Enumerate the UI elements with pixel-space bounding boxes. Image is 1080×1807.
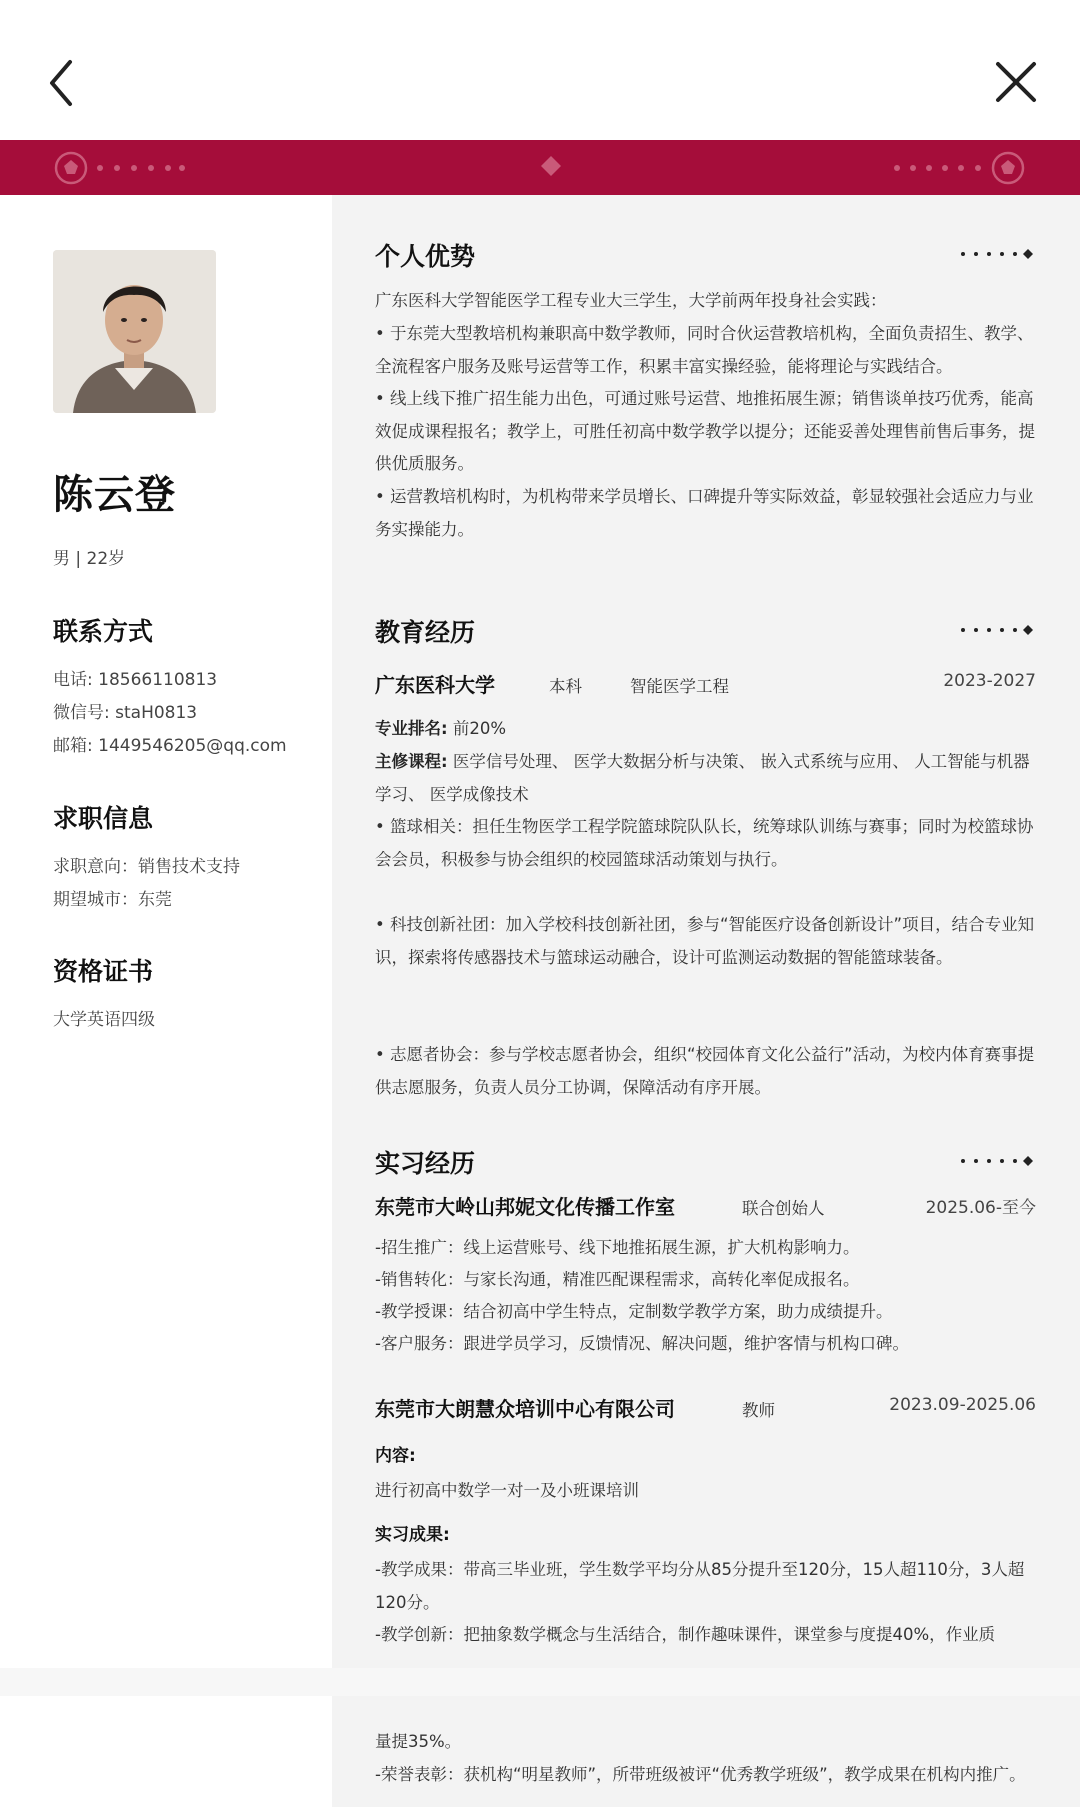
job1-period: 2025.06-至今 <box>925 1198 1036 1218</box>
education-heading: 教育经历 <box>375 618 476 647</box>
job2-result: -荣誉表彰：获机构“明星教师”，所带班级被评“优秀教学班级”，教学成果在机构内推广。 <box>375 1765 1026 1784</box>
sidebar <box>0 195 332 1668</box>
job1-company: 东莞市大岭山邦妮文化传播工作室 <box>375 1195 675 1219</box>
courses-label: 主修课程: <box>375 752 448 771</box>
cert-item: 大学英语四级 <box>53 1010 155 1030</box>
job2-results-label: 实习成果: <box>375 1525 450 1545</box>
tech-club-item: • 科技创新社团：加入学校科技创新社团，参与“智能医疗设备创新设计”项目，结合专业知识，探索将传感器技术与篮球运动融合，设计可监测运动数据的智能篮球装备。 <box>375 915 1035 967</box>
job2-role: 教师 <box>742 1401 775 1420</box>
rank-label: 专业排名: <box>375 719 448 738</box>
resume-page-1 <box>0 195 1080 1668</box>
job1-duty: -客户服务：跟进学员学习，反馈情况、解决问题，维护客情与机构口碑。 <box>375 1334 909 1353</box>
section-dots-decoration <box>958 1154 1038 1168</box>
job2-result: -教学成果：带高三毕业班，学生数学平均分从85分提升至120分，15人超110分，3人超120分。 <box>375 1560 1025 1612</box>
internship-heading: 实习经历 <box>375 1149 476 1178</box>
contact-email: 邮箱: 1449546205@qq.com <box>53 736 287 756</box>
gender-age: 男 | 22岁 <box>53 549 126 569</box>
advantages-item: • 运营教培机构时，为机构带来学员增长、口碑提升等实际效益，彰显较强社会适应力与业务实操能力。 <box>375 487 1034 539</box>
section-dots-decoration <box>958 623 1038 637</box>
contact-phone: 电话: 18566110813 <box>53 670 218 690</box>
education-row <box>375 669 1040 699</box>
page-gap <box>0 1668 1080 1696</box>
job1-row <box>375 1191 1040 1221</box>
job2-row <box>375 1393 1040 1423</box>
job2-result: -教学创新：把抽象数学概念与生活结合，制作趣味课件，课堂参与度提40%，作业质 <box>375 1625 996 1644</box>
close-button[interactable] <box>980 48 1050 118</box>
education-period: 2023-2027 <box>943 671 1036 691</box>
advantages-item: • 于东莞大型教培机构兼职高中数学教师，同时合伙运营教培机构，全面负责招生、教学、全流程客户服务及账号运营等工作，积累丰富实操经验，能将理论与实践结合。 <box>375 324 1034 376</box>
back-button[interactable] <box>30 48 100 118</box>
rank-value: 前20% <box>452 719 507 738</box>
chevron-left-icon <box>30 48 100 118</box>
school-name: 广东医科大学 <box>375 673 495 697</box>
job-city: 期望城市：东莞 <box>53 890 172 910</box>
job2-content: 进行初高中数学一对一及小班课培训 <box>375 1481 639 1500</box>
courses-value: 医学信号处理、 医学大数据分析与决策、 嵌入式系统与应用、 人工智能与机器学习、 医学成像技术 <box>375 752 1030 804</box>
volunteer-item: • 志愿者协会：参与学校志愿者协会，组织“校园体育文化公益行”活动，为校内体育赛事提供志愿服务，负责人员分工协调，保障活动有序开展。 <box>375 1045 1035 1097</box>
job-intent: 求职意向：销售技术支持 <box>53 857 240 877</box>
close-icon <box>980 48 1050 118</box>
job1-duty: -销售转化：与家长沟通，精准匹配课程需求，高转化率促成报名。 <box>375 1270 860 1289</box>
top-nav-bar <box>0 0 1080 140</box>
job2-company: 东莞市大朗慧众培训中心有限公司 <box>375 1397 675 1421</box>
major: 智能医学工程 <box>630 677 729 696</box>
advantages-intro: 广东医科大学智能医学工程专业大三学生，大学前两年投身社会实践： <box>375 291 887 310</box>
job2-period: 2023.09-2025.06 <box>889 1395 1036 1415</box>
contact-heading: 联系方式 <box>53 617 154 646</box>
header-band <box>0 140 1080 195</box>
band-decoration <box>0 140 1080 195</box>
job1-role: 联合创始人 <box>742 1199 825 1218</box>
advantages-item: • 线上线下推广招生能力出色，可通过账号运营、地推拓展生源；销售谈单技巧优秀，能高效促成课程报名；教学上，可胜任初高中数学教学以提分；还能妥善处理售前售后事务，提供优质服务。 <box>375 389 1035 474</box>
job1-duty: -教学授课：结合初高中学生特点，定制数学教学方案，助力成绩提升。 <box>375 1302 893 1321</box>
section-dots-decoration <box>958 247 1038 261</box>
rank-line <box>375 713 1040 746</box>
contact-wechat: 微信号: staH0813 <box>53 703 198 723</box>
job2-content-label: 内容: <box>375 1446 416 1466</box>
avatar <box>53 250 216 413</box>
resume-page-2 <box>0 1696 1080 1807</box>
candidate-name: 陈云登 <box>53 472 176 518</box>
advantages-heading: 个人优势 <box>375 242 476 271</box>
degree: 本科 <box>549 677 582 696</box>
job2-result-continued: 量提35%。 <box>375 1732 462 1751</box>
job-info-heading: 求职信息 <box>53 804 154 833</box>
cert-heading: 资格证书 <box>53 957 154 986</box>
courses-line <box>375 746 1040 811</box>
basketball-item: • 篮球相关：担任生物医学工程学院篮球院队队长，统筹球队训练与赛事；同时为校篮球协会会员，积极参与协会组织的校园篮球活动策划与执行。 <box>375 817 1034 869</box>
job1-duty: -招生推广：线上运营账号、线下地推拓展生源，扩大机构影响力。 <box>375 1238 860 1257</box>
